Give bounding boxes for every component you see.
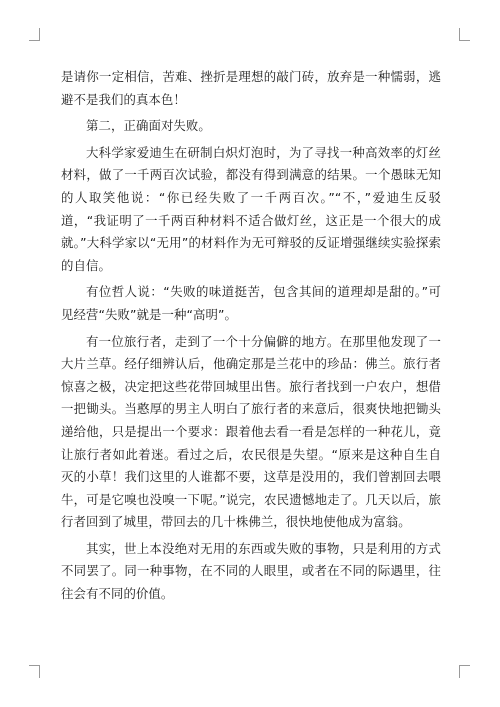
document-body: [61, 66, 441, 606]
section-heading-face-failure: 第二，正确面对失败。: [86, 118, 211, 134]
crop-mark-bottom-left: [29, 665, 40, 678]
crop-mark-top-left: [29, 28, 40, 41]
paragraph-traveler: 有一位旅行者，走到了一个十分偏僻的地方。在那里他发现了一大片兰草。经仔细辨认后，他确定那是兰花中的珍品：佛兰。旅行者惊喜之极，决定把这些花带回城里出售。旅行者找到一户农户，想借一把锄头。当憨厚的男主人明白了旅行者的来意后，很爽快地把锄头递给他，只是提出一个要求：跟着他去看一看是怎样的一种花儿，竟让旅行者如此着迷。看过之后，农民很是失望。“原来是这种自生自灭的小草！我们这里的人谁都不要，这草是没用的，我们曾割回去喂牛，可是它嗅也没嗅一下呢。”说完，农民遗憾地走了。几天以后，旅行者回到了城里，带回去的几十株佛兰，很快地使他成为富翁。: [61, 333, 441, 530]
paragraph-philosopher: 有位哲人说：“失败的味道挺苦，包含其间的道理却是甜的。”可见经营“失败”就是一种“高明”。: [61, 284, 441, 322]
paragraph-continuation: 是请你一定相信，苦难、挫折是理想的敲门砖，放弃是一种懦弱，逃避不是我们的真本色！: [61, 69, 441, 107]
crop-mark-bottom-right: [459, 665, 470, 678]
paragraph-conclusion: 其实，世上本没绝对无用的东西或失败的事物，只是利用的方式不同罢了。同一种事物，在不同的人眼里，或者在不同的际遇里，往往会有不同的价值。: [61, 540, 441, 602]
crop-mark-top-right: [459, 28, 470, 41]
paragraph-edison: 大科学家爱迪生在研制白炽灯泡时，为了寻找一种高效率的灯丝材料，做了一千两百次试验，都没有得到满意的结果。一个愚昧无知的人取笑他说：“你已经失败了一千两百次。”“不，”爱迪生反驳道，“我证明了一千两百种材料不适合做灯丝，这正是一个很大的成就。”大科学家以“无用”的材料作为无可辩驳的反证增强继续实验探索的自信。: [61, 144, 441, 273]
